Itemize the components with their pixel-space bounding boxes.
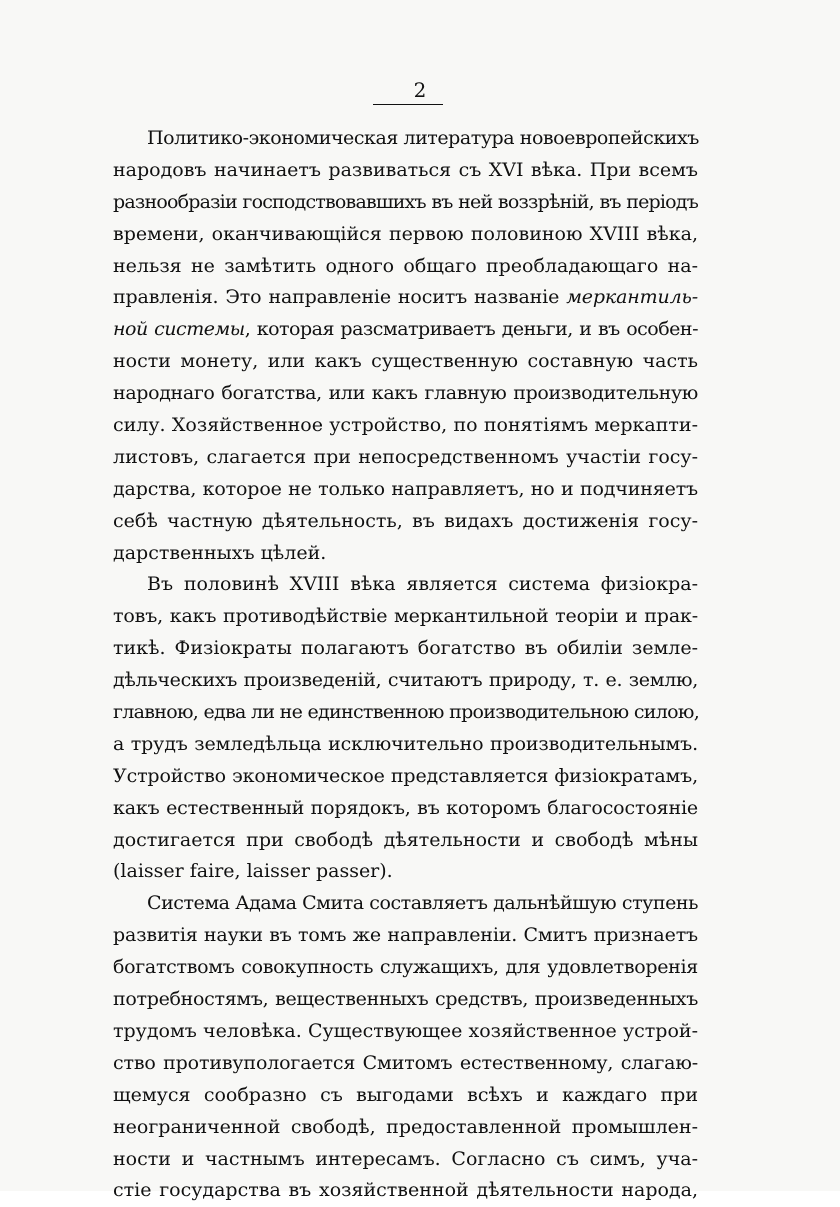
text-line: какъ естественный порядокъ, въ которомъ благосостояніе <box>113 796 698 819</box>
text-line: развитія науки въ томъ же направленіи. Смитъ признаетъ <box>113 924 698 947</box>
italic-term: ной системы <box>113 318 245 341</box>
page-number: 2 <box>413 78 427 102</box>
text-segment: правленія. Это направленіе носитъ названіе <box>113 286 560 309</box>
text-line: времени, оканчивающійся первою половиною XVIII вѣка, <box>113 222 698 245</box>
text-line: силу. Хозяйственное устройство, по понятіямъ меркапти- <box>113 414 698 437</box>
text-line: народнаго богатства, или какъ главную производительную <box>113 382 698 405</box>
text-segment: , которая разсматриваетъ деньги, и въ особен- <box>244 318 698 341</box>
text-line: (laisser faire, laisser passer). <box>113 860 393 883</box>
text-line: Система Адама Смита составляетъ дальнѣйшую ступень <box>147 892 698 915</box>
text-line: дѣльческихъ произведеній, считаютъ природу, т. е. землю, <box>113 669 698 692</box>
text-line: Устройство экономическое представляется физіократамъ, <box>113 764 698 787</box>
text-line: нельзя не замѣтить одного общаго преобладающаго на- <box>113 254 698 277</box>
text-line: Въ половинѣ XVIII вѣка является система физіокра- <box>147 573 698 596</box>
text-line: богатствомъ совокупность служащихъ, для удовлетворенія <box>113 956 698 979</box>
text-line: тикѣ. Физіократы полагаютъ богатство въ обиліи земле- <box>113 637 698 660</box>
text-line: дарственныхъ цѣлей. <box>113 541 327 564</box>
text-line: потребностямъ, вещественныхъ средствъ, произведенныхъ <box>113 988 698 1011</box>
text-line: трудомъ человѣка. Существующее хозяйственное устрой- <box>113 1019 698 1042</box>
text-line-mixed <box>113 282 698 314</box>
text-line: главною, едва ли не единственною производительною силою, <box>113 701 700 724</box>
body-text <box>113 123 698 1207</box>
text-line: разнообразіи господствовавшихъ въ ней воззрѣній, въ періодъ <box>113 190 698 213</box>
header-rule <box>373 104 443 105</box>
text-line: листовъ, слагается при непосредственномъ участіи госу- <box>113 445 698 468</box>
text-line: ности и частнымъ интересамъ. Согласно съ симъ, уча- <box>113 1147 698 1170</box>
text-line: ство противупологается Смитомъ естественному, слагаю- <box>113 1051 698 1074</box>
text-line: а трудъ земледѣльца исключительно производительнымъ. <box>113 732 698 755</box>
text-line: достигается при свободѣ дѣятельности и свободѣ мѣны <box>113 828 698 851</box>
text-line: ности монету, или какъ существенную составную часть <box>113 350 698 373</box>
italic-term: меркантиль- <box>566 286 699 309</box>
text-line-mixed <box>113 314 698 346</box>
text-line: Политико-экономическая литература новоевропейскихъ <box>147 127 699 149</box>
text-line: себѣ частную дѣятельность, въ видахъ достиженія госу- <box>113 509 698 532</box>
text-line: народовъ начинаетъ развиваться съ XVI вѣка. При всемъ <box>113 158 698 181</box>
text-line: дарства, которое не только направляетъ, но и подчиняетъ <box>113 477 698 500</box>
text-line: стіе государства въ хозяйственной дѣятельности народа, <box>113 1179 698 1202</box>
text-line: щемуся сообразно съ выгодами всѣхъ и каждаго при <box>113 1083 698 1106</box>
text-line: товъ, какъ противодѣйствіе меркантильной теоріи и прак- <box>113 605 698 628</box>
text-line: неограниченной свободѣ, предоставленной промышлен- <box>113 1115 698 1138</box>
